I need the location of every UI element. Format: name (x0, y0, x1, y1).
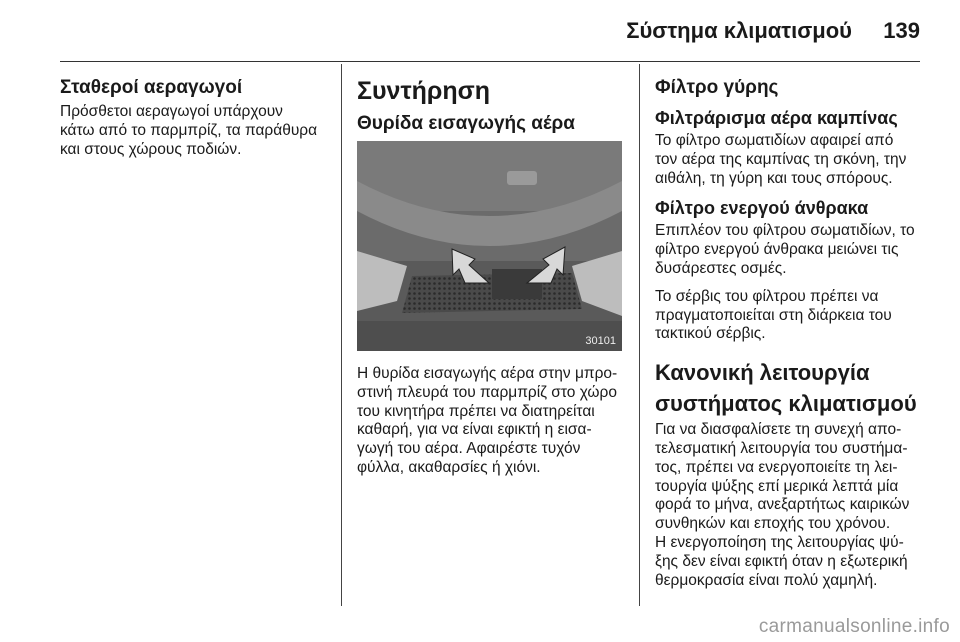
heading-maintenance: Συντήρηση (357, 77, 490, 105)
regular-operation-line: τος, πρέπει να ενεργοποιείτε τη λει- (655, 458, 898, 476)
cabin-filtration-line: τον αέρα της καμπίνας τη σκόνη, την (655, 150, 907, 168)
air-intake-photo (357, 141, 622, 351)
regular-operation-line: Για να διασφαλίσετε τη συνεχή απο- (655, 421, 902, 439)
air-intake-line: του κινητήρα πρέπει να διατηρείται (357, 402, 595, 420)
air-intake-line: φύλλα, ακαθαρσίες ή χιόνι. (357, 458, 541, 476)
air-intake-line: στινή πλευρά του παρμπρίζ στο χώρο (357, 383, 617, 401)
fixed-vents-line: κάτω από το παρμπρίζ, τα παράθυρα (60, 121, 318, 139)
heading-regular-operation: Κανονική λειτουργία (655, 360, 870, 386)
heading-regular-operation: συστήματος κλιματισμού (655, 391, 917, 417)
column-divider-1 (341, 64, 342, 606)
section-title: Σύστημα κλιματισμού (626, 18, 852, 43)
fixed-vents-line: και στους χώρους ποδιών. (60, 140, 242, 158)
air-intake-line: γωγή του αέρα. Αφαιρέστε τυχόν (357, 440, 581, 458)
service-line: Το σέρβις του φίλτρου πρέπει να (655, 287, 879, 305)
cabin-filtration-line: αιθάλη, τη γύρη και τους σπόρους. (655, 169, 893, 187)
column-maintenance (357, 76, 627, 478)
fixed-vents-line: Πρόσθετοι αεραγωγοί υπάρχουν (60, 103, 283, 120)
air-intake-line: καθαρή, για να είναι εφικτή η εισα- (357, 421, 592, 439)
carbon-filter-line: δυσάρεστες οσμές. (655, 259, 787, 277)
air-intake-line: Η θυρίδα εισαγωγής αέρα στην μπρο- (357, 365, 618, 382)
service-line: τακτικού σέρβις. (655, 325, 766, 343)
page-header (0, 18, 960, 48)
figure-number: 30101 (585, 335, 616, 347)
carbon-filter-line: φίλτρο ενεργού άνθρακα μειώνει τις (655, 241, 899, 259)
heading-fixed-vents: Σταθεροί αεραγωγοί (60, 77, 243, 98)
heading-carbon-filter: Φίλτρο ενεργού άνθρακα (655, 198, 869, 219)
service-line: πραγματοποιείται στη διάρκεια του (655, 306, 892, 324)
regular-operation-line: Η ενεργοποίηση της λειτουργίας ψύ- (655, 533, 904, 551)
regular-operation-line: τελεσματική λειτουργία του συστήμα- (655, 439, 908, 457)
carbon-filter-line: Επιπλέον του φίλτρου σωματιδίων, το (655, 222, 915, 240)
air-intake-illustration (357, 141, 622, 351)
cabin-filtration-line: Το φίλτρο σωματιδίων αφαιρεί από (655, 132, 894, 149)
column-pollen-filter (655, 76, 925, 590)
heading-pollen-filter: Φίλτρο γύρης (655, 77, 779, 98)
header-divider (60, 61, 920, 62)
column-divider-2 (639, 64, 640, 606)
page-number: 139 (883, 18, 920, 43)
regular-operation-line: φορά το μήνα, ανεξαρτήτως καιρικών (655, 496, 910, 514)
heading-cabin-filtration: Φιλτράρισμα αέρα καμπίνας (655, 108, 898, 128)
regular-operation-line: τουργία ψύξης επί μερικά λεπτά μία (655, 477, 899, 495)
regular-operation-line: θερμοκρασία είναι πολύ χαμηλή. (655, 571, 878, 589)
heading-air-intake: Θυρίδα εισαγωγής αέρα (357, 113, 575, 134)
regular-operation-line: συνθηκών και εποχής του χρόνου. (655, 515, 891, 533)
column-fixed-vents (60, 76, 330, 159)
watermark: carmanualsonline.info (758, 616, 950, 637)
regular-operation-line: ξης δεν είναι εφικτή όταν η εξωτερική (655, 552, 908, 570)
